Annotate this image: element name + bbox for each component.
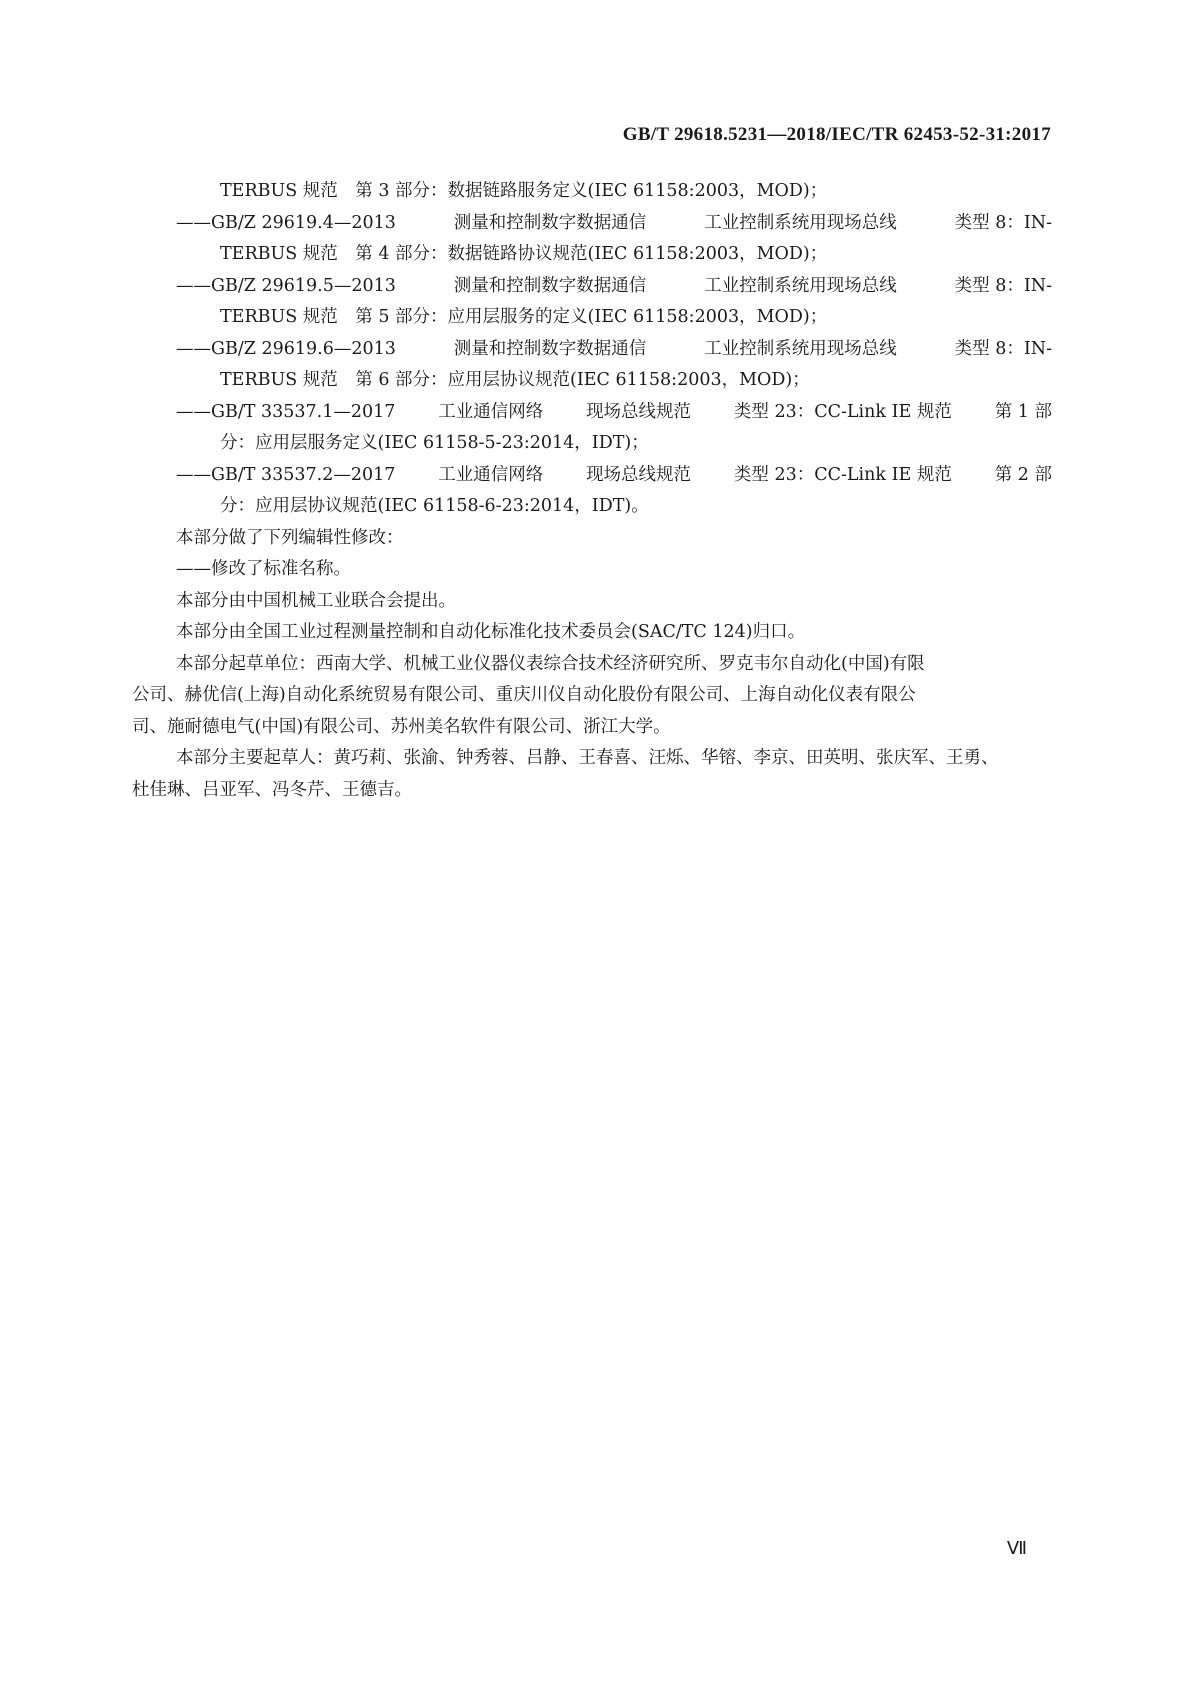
standard-title-part: 工业控制系统用现场总线 — [704, 212, 897, 233]
text-line-3 — [176, 239, 1052, 271]
text-line-6 — [176, 334, 1052, 366]
standard-code: ——GB/T 33537.2—2017 — [176, 464, 396, 485]
standard-title-part: 工业控制系统用现场总线 — [704, 275, 897, 296]
text-line-9 — [176, 428, 1052, 460]
text-line-1 — [176, 176, 1052, 208]
text-line-20 — [132, 775, 1052, 807]
standard-title-part: 测量和控制数字数据通信 — [453, 338, 647, 359]
standard-title-part: 类型 23：CC-Link IE 规范 — [733, 464, 952, 485]
document-body — [132, 176, 1052, 806]
standard-title-part: 类型 23：CC-Link IE 规范 — [733, 401, 952, 422]
text-line-7 — [176, 365, 1052, 397]
text-line-8 — [176, 397, 1052, 429]
standard-title-part: 现场总线规范 — [586, 464, 692, 485]
text-line-15 — [176, 617, 1052, 649]
text-line-13 — [176, 554, 1052, 586]
standard-title-part: 工业通信网络 — [438, 464, 544, 485]
paragraph-text: 本部分由全国工业过程测量控制和自动化标准化技术委员会(SAC/TC 124)归口。 — [176, 622, 806, 642]
standard-title-part: 测量和控制数字数据通信 — [453, 212, 647, 233]
text-line-19 — [176, 743, 1052, 775]
standard-title-part: 类型 8：IN- — [954, 275, 1052, 296]
standard-title-part: 工业通信网络 — [438, 401, 544, 422]
standard-title-part: 类型 8：IN- — [954, 338, 1052, 359]
standard-code: ——GB/T 33537.1—2017 — [176, 401, 396, 422]
line-text: TERBUS 规范 第 4 部分：数据链路协议规范(IEC 61158:2003，MOD)； — [220, 244, 828, 264]
standard-title-part: 第 1 部 — [994, 401, 1052, 422]
paragraph-text: 本部分主要起草人：黄巧莉、张渝、钟秀蓉、吕静、王春喜、汪烁、华镕、李京、田英明、张庆军、王勇、 — [176, 748, 999, 768]
line-text: 分：应用层服务定义(IEC 61158-5-23:2014，IDT)； — [220, 433, 649, 453]
paragraph-text: 杜佳琳、吕亚军、冯冬芹、王德吉。 — [132, 779, 412, 800]
line-text: TERBUS 规范 第 3 部分：数据链路服务定义(IEC 61158:2003，MOD)； — [220, 181, 828, 201]
page-number: Ⅶ — [1006, 1538, 1027, 1558]
standard-code: ——GB/Z 29619.4—2013 — [176, 212, 396, 233]
list-item-text: ——修改了标准名称。 — [176, 559, 351, 579]
paragraph-text: 本部分由中国机械工业联合会提出。 — [176, 590, 456, 611]
text-line-18 — [132, 712, 1052, 744]
paragraph-text: 本部分起草单位：西南大学、机械工业仪器仪表综合技术经济研究所、罗克韦尔自动化(中国)有限 — [176, 653, 925, 674]
text-line-4 — [176, 271, 1052, 303]
document-header-id: GB/T 29618.5231—2018/IEC/TR 62453-52-31:2017 — [622, 124, 1051, 145]
paragraph-text: 本部分做了下列编辑性修改： — [176, 527, 404, 548]
line-text: 分：应用层协议规范(IEC 61158-6-23:2014，IDT)。 — [220, 496, 649, 516]
line-text: TERBUS 规范 第 6 部分：应用层协议规范(IEC 61158:2003，MOD)； — [220, 370, 810, 390]
standard-title-part: 测量和控制数字数据通信 — [453, 275, 647, 296]
standard-code: ——GB/Z 29619.6—2013 — [176, 338, 396, 359]
standard-title-part: 工业控制系统用现场总线 — [704, 338, 897, 359]
text-line-16 — [176, 649, 1052, 681]
text-line-14 — [176, 586, 1052, 618]
paragraph-text: 司、施耐德电气(中国)有限公司、苏州美名软件有限公司、浙江大学。 — [132, 716, 671, 737]
text-line-12 — [176, 523, 1052, 555]
paragraph-text: 公司、赫优信(上海)自动化系统贸易有限公司、重庆川仪自动化股份有限公司、上海自动化仪表有限公 — [132, 685, 916, 705]
standard-code: ——GB/Z 29619.5—2013 — [176, 275, 396, 296]
standard-title-part: 现场总线规范 — [586, 401, 692, 422]
standard-title-part: 第 2 部 — [994, 464, 1052, 485]
text-line-10 — [176, 460, 1052, 492]
text-line-11 — [176, 491, 1052, 523]
text-line-5 — [176, 302, 1052, 334]
standard-title-part: 类型 8：IN- — [954, 212, 1052, 233]
text-line-2 — [176, 208, 1052, 240]
text-line-17 — [132, 680, 1052, 712]
line-text: TERBUS 规范 第 5 部分：应用层服务的定义(IEC 61158:2003，MOD)； — [220, 307, 828, 327]
